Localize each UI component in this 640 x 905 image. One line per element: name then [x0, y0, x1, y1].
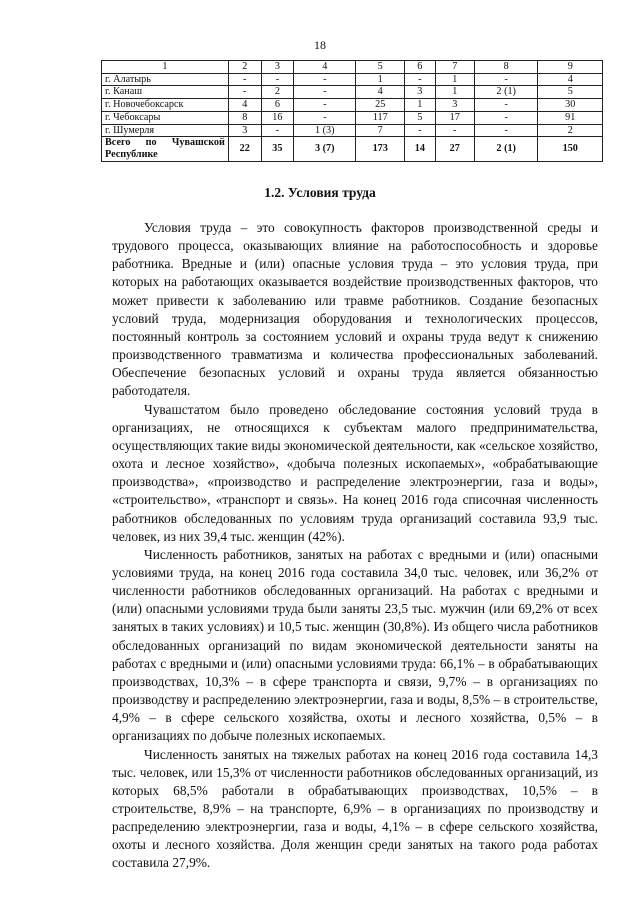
table-header-row [102, 61, 603, 74]
total-label-line2: Республике [105, 149, 158, 161]
body-text [112, 219, 598, 873]
table-cell: 1 [435, 73, 474, 86]
table-total-cell: 173 [356, 137, 405, 161]
table-total-cell: 22 [228, 137, 261, 161]
table-cell: 8 [228, 111, 261, 124]
page-number: 18 [314, 38, 326, 52]
table-cell: - [261, 73, 294, 86]
table-header-cell: 3 [261, 61, 294, 74]
table-header-cell: 1 [102, 61, 229, 74]
table-cell: - [474, 99, 538, 112]
table-cell: 3 [435, 99, 474, 112]
table-cell: 2 (1) [474, 86, 538, 99]
table-total-cell: 2 (1) [474, 137, 538, 161]
paragraph: Условия труда – это совокупность факторов производственной среды и трудового процесса, оказывающих влияние на работоспособность и здоровье работника. Вредные и (или) опасные условия труда – это условия труда, при которых на работающих оказывается воздействие производственных факторов, что может привести к заболеванию или травме работников. Создание безопасных условий труда, модернизация оборудования и технологических процессов, постоянный контроль за состоянием условий и охраны труда ведут к снижению производственного травматизма и количества профессиональных заболеваний. Обеспечение безопасных условий и охраны труда является обязанностью работодателя. [112, 220, 598, 399]
table-total-row [102, 137, 603, 161]
table-cell: - [474, 111, 538, 124]
table-header-cell: 5 [356, 61, 405, 74]
table-cell: 1 [405, 99, 435, 112]
table-cell: 1 (3) [294, 124, 356, 137]
table-total-cell: 150 [538, 137, 603, 161]
table-cell: 5 [538, 86, 603, 99]
total-label-line1: Всего по Чувашской [105, 137, 225, 149]
table-cell: - [405, 124, 435, 137]
table-cell: 3 [228, 124, 261, 137]
table-header-cell: 8 [474, 61, 538, 74]
table-total-cell: 27 [435, 137, 474, 161]
table-cell: 16 [261, 111, 294, 124]
table-total-cell: 35 [261, 137, 294, 161]
table-cell: - [294, 111, 356, 124]
table-cell-city: г. Шумерля [102, 124, 229, 137]
table-header-cell: 7 [435, 61, 474, 74]
table-cell: 30 [538, 99, 603, 112]
table-cell: 5 [405, 111, 435, 124]
table-cell: 4 [228, 99, 261, 112]
table-cell: 25 [356, 99, 405, 112]
table-cell: - [474, 124, 538, 137]
table-total-cell: 14 [405, 137, 435, 161]
table-cell: - [294, 73, 356, 86]
table-cell: 117 [356, 111, 405, 124]
table-cell: 91 [538, 111, 603, 124]
table-cell: - [261, 124, 294, 137]
paragraph: Чувашстатом было проведено обследование состояния условий труда в организациях, не относящихся к субъектам малого предпринимательства, осуществляющих такие виды экономической деятельности, как «сельское хозяйство, охота и лесное хозяйство», «добыча полезных ископаемых», «обрабатывающие производства», «производство и распределение электроэнергии, газа и воды», «строительство», «транспорт и связь». На конец 2016 года списочная численность работников обследованных по условиям труда организаций составила 93,9 тыс. человек, из них 39,4 тыс. женщин (42%). [112, 401, 598, 544]
table-cell: 1 [435, 86, 474, 99]
table-cell: - [435, 124, 474, 137]
table-row [102, 99, 603, 112]
table-header-cell: 2 [228, 61, 261, 74]
table-cell-city: г. Алатырь [102, 73, 229, 86]
table-total-label [102, 137, 229, 161]
table-cell: - [474, 73, 538, 86]
table-cell: 17 [435, 111, 474, 124]
table-row [102, 124, 603, 137]
table-total-cell: 3 (7) [294, 137, 356, 161]
table-cell: - [228, 86, 261, 99]
table-cell: 4 [538, 73, 603, 86]
section-title: 1.2. Условия труда [264, 185, 376, 200]
table-cell-city: г. Новочебоксарск [102, 99, 229, 112]
table-cell: - [405, 73, 435, 86]
paragraph: Численность занятых на тяжелых работах на конец 2016 года составила 14,3 тыс. человек, или 15,3% от численности работников обследованных организаций, из которых 68,5% работали в обрабатывающих производствах, 10,5% – в строительстве, 8,9% – на транспорте, 6,9% – в организациях по производству и распределению электроэнергии, газа и воды, 4,1% – в сфере сельского хозяйства, охоты и лесного хозяйства. Доля женщин среди занятых на такого рода работах составила 27,9%. [112, 746, 598, 871]
table-row [102, 111, 603, 124]
table-row [102, 73, 603, 86]
table-row [102, 86, 603, 99]
table-cell: 6 [261, 99, 294, 112]
table-cell: - [294, 99, 356, 112]
table-cell: - [228, 73, 261, 86]
table-cell: 2 [538, 124, 603, 137]
table-cell: 1 [356, 73, 405, 86]
table-cell: - [294, 86, 356, 99]
table-header-cell: 9 [538, 61, 603, 74]
table-cell-city: г. Чебоксары [102, 111, 229, 124]
table-header-cell: 4 [294, 61, 356, 74]
table-cell: 2 [261, 86, 294, 99]
table-cell: 3 [405, 86, 435, 99]
paragraph: Численность работников, занятых на работах с вредными и (или) опасными условиями труда, на конец 2016 года составила 34,0 тыс. человек, или 36,2% от численности работников обследованных организаций. На работах с вредными и (или) опасными условиями труда были заняты 23,5 тыс. мужчин (или 69,2% от всех занятых в таких условиях) и 10,5 тыс. женщин (30,8%). Из общего числа работников обследованных организаций по видам экономической деятельности заняты на работах с вредными и (или) опасными условиями труда: 66,1% – в обрабатывающих производствах, 10,3% – в сфере транспорта и связи, 9,7% – в организациях по производству и распределению электроэнергии, газа и воды, 8,5% – в строительстве, 4,9% – в сфере сельского хозяйства, охоты и лесного хозяйства, 0,5% – в организациях по добыче полезных ископаемых. [112, 546, 598, 744]
table-cell: 4 [356, 86, 405, 99]
statistics-table [101, 60, 603, 162]
table-cell: 7 [356, 124, 405, 137]
table-cell-city: г. Канаш [102, 86, 229, 99]
table-header-cell: 6 [405, 61, 435, 74]
